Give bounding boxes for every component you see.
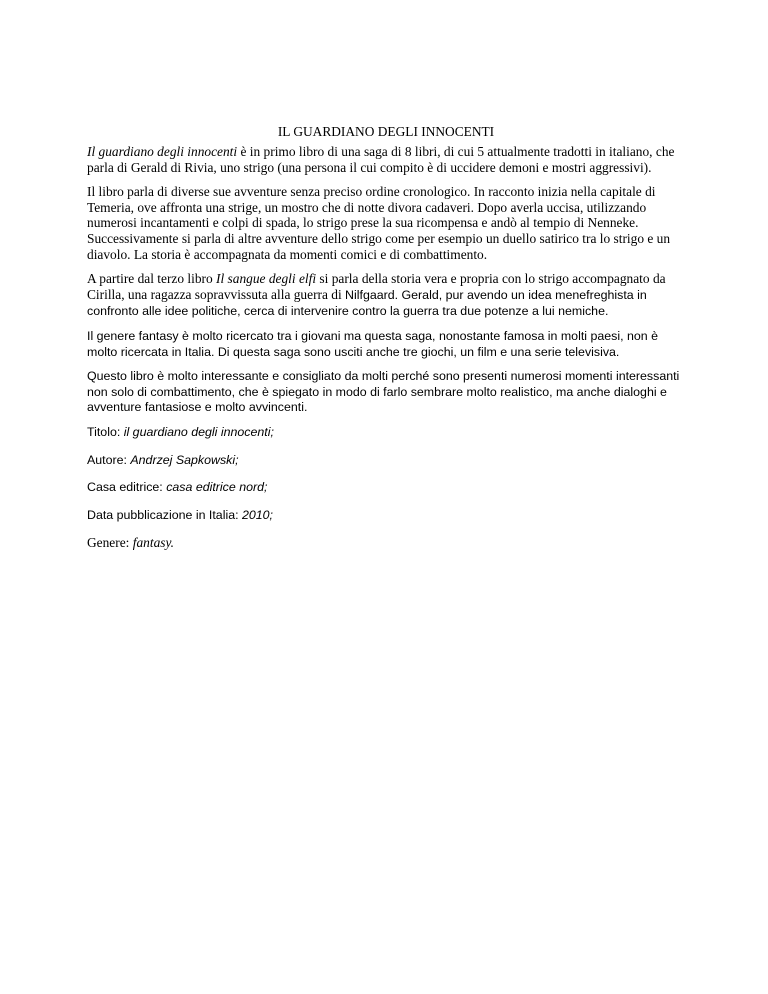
sequel-title-italic: Il sangue degli elfi	[216, 271, 317, 287]
detail-titolo-value: il guardiano degli innocenti;	[123, 424, 274, 439]
detail-data-pubblicazione	[87, 508, 685, 524]
detail-titolo	[87, 425, 685, 441]
paragraph-intro	[87, 144, 685, 175]
detail-genere-label: Genere:	[87, 535, 133, 551]
detail-data-value: 2010;	[241, 507, 273, 522]
page-title: IL GUARDIANO DEGLI INNOCENTI	[277, 124, 495, 139]
book-title-italic: Il guardiano degli innocenti	[87, 144, 238, 159]
detail-data-label: Data pubblicazione in Italia:	[87, 507, 242, 522]
detail-autore-label: Autore:	[87, 452, 131, 467]
detail-casa-editrice	[87, 480, 685, 496]
paragraph-intro-text: è in primo libro di una saga di 8 libri, di cui 5 attualmente tradotti in italiano, che parla di Gerald di Rivia, uno strigo (una persona il cui compito è di uccidere demoni e mostri aggressivi).	[87, 144, 675, 175]
paragraph-plot: Il libro parla di diverse sue avventure senza preciso ordine cronologico. In racconto inizia nella capitale di Temeria, ove affronta una strige, un mostro che di notte divora cadaveri. Dopo averla uccisa, utilizzando numerosi incantamenti e colpi di spada, lo strigo prese la sua ricompensa e andò al tempio di Nenneke. Successivamente si parla di altre avventure dello strigo come per esempio un duello satirico tra lo strigo e un diavolo. La storia è accompagnata da momenti comici e di combattimento.	[87, 184, 671, 262]
detail-casa-value: casa editrice nord;	[166, 480, 268, 495]
detail-genere-value: fantasy.	[132, 535, 175, 551]
detail-autore	[87, 453, 685, 469]
paragraph-genre: Il genere fantasy è molto ricercato tra i giovani ma questa saga, nonostante famosa in molti paesi, non è molto ricercata in Italia. Di questa saga sono usciti anche tre giochi, un film e una serie televisiva.	[87, 328, 658, 359]
detail-genere	[87, 535, 685, 551]
book-details	[87, 425, 685, 551]
paragraph-sequel-after-sans: Nilfgaard. Gerald, pur avendo un idea menefreghista in confronto alle idee politiche, cerca di intervenire contro la guerra tra due potenze a lui nemiche.	[87, 287, 647, 319]
detail-titolo-label: Titolo:	[87, 424, 124, 439]
paragraph-opinion: Questo libro è molto interessante e consigliato da molti perché sono presenti numerosi momenti interessanti non solo di combattimento, che è spiegato in modo di farlo sembrare molto realistico, ma anche dialoghi e avventure fantasiose e molto avvincenti.	[87, 369, 680, 415]
detail-autore-value: Andrzej Sapkowski;	[130, 452, 239, 467]
paragraph-sequel-before: A partire dal terzo libro	[87, 271, 217, 287]
detail-casa-label: Casa editrice:	[87, 480, 167, 495]
paragraph-sequel	[87, 271, 685, 320]
paragraph-sequel-after: si parla della storia vera e propria con lo strigo accompagnato da Cirilla, una ragazza sopravvissuta alla guerra di	[87, 271, 666, 302]
document-body	[87, 124, 685, 563]
